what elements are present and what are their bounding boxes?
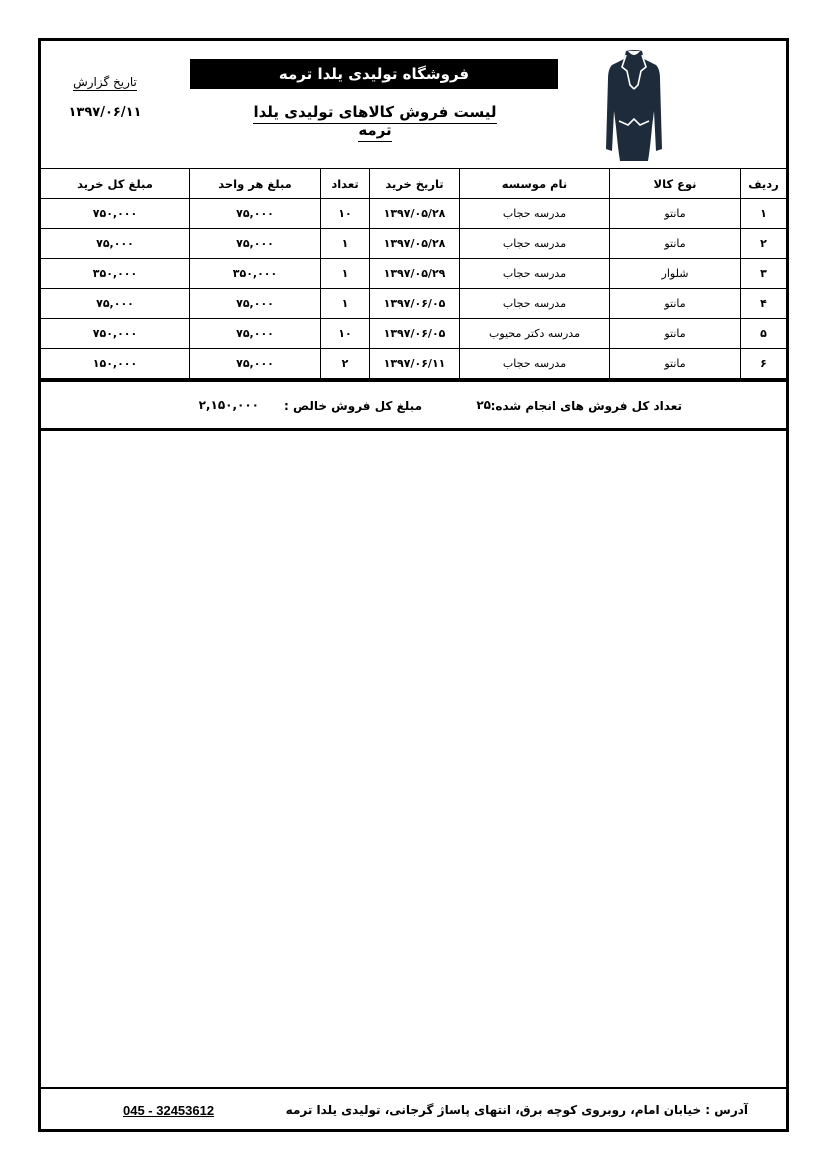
list-title: [240, 103, 510, 139]
cell-unit-price: ۷۵,۰۰۰: [190, 349, 321, 379]
col-institution: نام موسسه: [460, 169, 610, 199]
address: آدرس : خیابان امام، روبروی کوچه برق، انتهای پاساژ گرجانی، تولیدی یلدا ترمه: [285, 1103, 748, 1117]
table-row: [41, 319, 786, 349]
cell-quantity: ۱: [321, 229, 370, 259]
report-frame: [38, 38, 789, 1132]
cell-institution: مدرسه حجاب: [460, 349, 610, 379]
cell-unit-price: ۳۵۰,۰۰۰: [190, 259, 321, 289]
cell-row-number: ۱: [741, 199, 787, 229]
table-row: [41, 259, 786, 289]
cell-purchase-date: ۱۳۹۷/۰۶/۰۵: [370, 289, 460, 319]
table-row: [41, 229, 786, 259]
cell-institution: مدرسه حجاب: [460, 289, 610, 319]
table-header-row: [41, 169, 786, 199]
summary-row: [41, 383, 786, 429]
cell-purchase-date: ۱۳۹۷/۰۶/۱۱: [370, 349, 460, 379]
col-purchase-date: تاریخ خرید: [370, 169, 460, 199]
report-date-label: [55, 75, 155, 89]
cell-item-type: مانتو: [610, 229, 741, 259]
cell-purchase-date: ۱۳۹۷/۰۶/۰۵: [370, 319, 460, 349]
cell-total-price: ۷۵,۰۰۰: [41, 229, 190, 259]
net-total-value: ۲,۱۵۰,۰۰۰: [198, 398, 259, 412]
cell-quantity: ۲: [321, 349, 370, 379]
report-date: ۱۳۹۷/۰۶/۱۱: [68, 105, 142, 120]
cell-purchase-date: ۱۳۹۷/۰۵/۲۸: [370, 229, 460, 259]
sales-count-value: ۲۵: [476, 398, 491, 412]
summary-bottom-divider: [41, 428, 786, 431]
phone-number: 045 - 32453612: [123, 1103, 215, 1118]
cell-quantity: ۱: [321, 289, 370, 319]
cell-unit-price: ۷۵,۰۰۰: [190, 199, 321, 229]
report-date-label-text: تاریخ گزارش: [73, 75, 137, 89]
cell-quantity: ۱۰: [321, 199, 370, 229]
cell-item-type: مانتو: [610, 349, 741, 379]
cell-row-number: ۶: [741, 349, 787, 379]
footer-divider: [41, 1087, 786, 1089]
cell-total-price: ۷۵,۰۰۰: [41, 289, 190, 319]
cell-item-type: شلوار: [610, 259, 741, 289]
cell-institution: مدرسه دکتر محیوب: [460, 319, 610, 349]
table-row: [41, 199, 786, 229]
womens-suit-icon: [604, 49, 664, 164]
shop-title: فروشگاه تولیدی یلدا ترمه: [190, 59, 558, 89]
cell-row-number: ۵: [741, 319, 787, 349]
col-row-number: ردیف: [741, 169, 787, 199]
cell-item-type: مانتو: [610, 319, 741, 349]
table-row: [41, 289, 786, 319]
col-item-type: نوع کالا: [610, 169, 741, 199]
cell-total-price: ۷۵۰,۰۰۰: [41, 199, 190, 229]
cell-institution: مدرسه حجاب: [460, 229, 610, 259]
cell-total-price: ۳۵۰,۰۰۰: [41, 259, 190, 289]
sales-table: [41, 168, 786, 379]
footer: [41, 1091, 786, 1129]
cell-purchase-date: ۱۳۹۷/۰۵/۲۹: [370, 259, 460, 289]
cell-quantity: ۱۰: [321, 319, 370, 349]
cell-total-price: ۱۵۰,۰۰۰: [41, 349, 190, 379]
cell-item-type: مانتو: [610, 289, 741, 319]
cell-total-price: ۷۵۰,۰۰۰: [41, 319, 190, 349]
cell-unit-price: ۷۵,۰۰۰: [190, 319, 321, 349]
cell-unit-price: ۷۵,۰۰۰: [190, 289, 321, 319]
net-total-label: مبلغ کل فروش خالص :: [284, 399, 422, 413]
table-row: [41, 349, 786, 379]
cell-unit-price: ۷۵,۰۰۰: [190, 229, 321, 259]
cell-purchase-date: ۱۳۹۷/۰۵/۲۸: [370, 199, 460, 229]
cell-quantity: ۱: [321, 259, 370, 289]
cell-row-number: ۴: [741, 289, 787, 319]
cell-row-number: ۳: [741, 259, 787, 289]
sales-count-label: تعداد کل فروش های انجام شده:: [490, 399, 682, 413]
cell-institution: مدرسه حجاب: [460, 259, 610, 289]
list-title-text: لیست فروش کالاهای تولیدی یلدا ترمه: [253, 103, 496, 142]
table-bottom-divider: [41, 379, 786, 382]
col-unit-price: مبلغ هر واحد: [190, 169, 321, 199]
col-total-price: مبلغ کل خرید: [41, 169, 190, 199]
cell-row-number: ۲: [741, 229, 787, 259]
cell-item-type: مانتو: [610, 199, 741, 229]
col-quantity: تعداد: [321, 169, 370, 199]
cell-institution: مدرسه حجاب: [460, 199, 610, 229]
